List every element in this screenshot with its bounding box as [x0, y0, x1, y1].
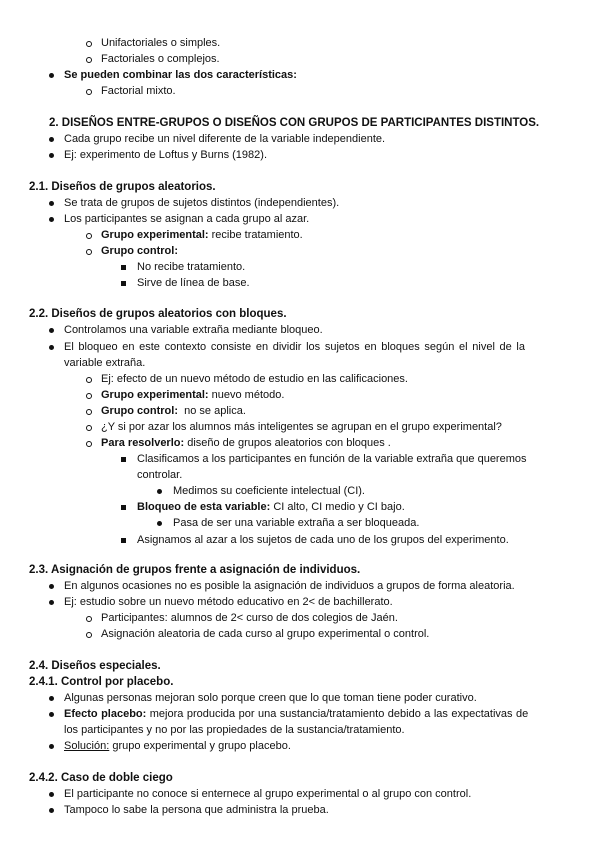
list-item: ¿Y si por azar los alumnos más inteligentes se agrupan en el grupo experimental? — [101, 421, 502, 433]
square-bullet-icon — [121, 457, 126, 462]
circle-bullet-icon — [86, 616, 92, 622]
list-item: Unifactoriales o simples. — [101, 37, 221, 49]
list-item: Factoriales o complejos. — [101, 53, 220, 65]
disc-bullet-icon — [49, 600, 54, 605]
list-item: Asignación aleatoria de cada curso al grupo experimental o control. — [101, 628, 430, 640]
list-item: Algunas personas mejoran solo porque creen que lo que toman tiene poder curativo. — [64, 692, 477, 704]
list-item: El bloqueo en este contexto consiste en dividir los sujetos en bloques según el nivel de la — [64, 341, 525, 353]
list-item: Cada grupo recibe un nivel diferente de la variable independiente. — [64, 133, 386, 145]
disc-bullet-icon — [157, 489, 162, 494]
circle-bullet-icon — [86, 377, 92, 383]
list-item — [137, 499, 405, 515]
list-item-continued: controlar. — [137, 469, 183, 481]
disc-bullet-icon — [49, 792, 54, 797]
circle-bullet-icon — [86, 409, 92, 415]
disc-bullet-icon — [49, 201, 54, 206]
list-item — [101, 387, 284, 403]
disc-bullet-icon — [49, 808, 54, 813]
section-heading-2-3: 2.3. Asignación de grupos frente a asignación de individuos. — [29, 564, 361, 576]
list-item-continued: los participantes y no por las propiedades de la sustancia/tratamiento. — [64, 724, 405, 736]
list-item — [101, 435, 391, 451]
term-text: recibe tratamiento. — [208, 229, 303, 241]
list-item: Ej: experimento de Loftus y Burns (1982). — [64, 149, 267, 161]
list-item: Medimos su coeficiente intelectual (CI). — [173, 485, 365, 497]
list-item: El participante no conoce si enternece al grupo experimental o al grupo con control. — [64, 788, 472, 800]
square-bullet-icon — [121, 538, 126, 543]
list-item: Grupo control: — [101, 245, 178, 257]
list-item: Clasificamos a los participantes en función de la variable extraña que queremos — [137, 453, 527, 465]
section-heading-2: 2. DISEÑOS ENTRE-GRUPOS O DISEÑOS CON GRUPOS DE PARTICIPANTES DISTINTOS. — [49, 117, 540, 129]
list-item — [101, 403, 246, 419]
list-item: No recibe tratamiento. — [137, 261, 246, 273]
term-text: no se aplica. — [178, 405, 246, 417]
list-item — [101, 227, 303, 243]
disc-bullet-icon — [157, 521, 162, 526]
disc-bullet-icon — [49, 744, 54, 749]
list-item: Asignamos al azar a los sujetos de cada uno de los grupos del experimento. — [137, 534, 509, 546]
section-heading-2-4-2: 2.4.2. Caso de doble ciego — [29, 772, 173, 784]
term-label: Grupo control: — [101, 405, 178, 417]
term-text: grupo experimental y grupo placebo. — [109, 740, 291, 752]
section-heading-2-4: 2.4. Diseños especiales. — [29, 660, 161, 672]
list-item: Ej: estudio sobre un nuevo método educativo en 2< de bachillerato. — [64, 596, 393, 608]
square-bullet-icon — [121, 505, 126, 510]
term-text: nuevo método. — [208, 389, 285, 401]
list-item: Factorial mixto. — [101, 85, 176, 97]
disc-bullet-icon — [49, 584, 54, 589]
term-text: CI alto, CI medio y CI bajo. — [270, 501, 405, 513]
circle-bullet-icon — [86, 441, 92, 447]
disc-bullet-icon — [49, 217, 54, 222]
list-item: En algunos ocasiones no es posible la asignación de individuos a grupos de forma aleatoria. — [64, 580, 515, 592]
term-label: Grupo experimental: — [101, 389, 209, 401]
term-text: diseño de grupos aleatorios con bloques . — [184, 437, 391, 449]
disc-bullet-icon — [49, 137, 54, 142]
circle-bullet-icon — [86, 89, 92, 95]
disc-bullet-icon — [49, 712, 54, 717]
list-item: Participantes: alumnos de 2< curso de dos colegios de Jaén. — [101, 612, 398, 624]
disc-bullet-icon — [49, 153, 54, 158]
disc-bullet-icon — [49, 328, 54, 333]
disc-bullet-icon — [49, 73, 54, 78]
list-item: Se pueden combinar las dos características: — [64, 69, 297, 81]
term-label: Bloqueo de esta variable: — [137, 501, 271, 513]
section-heading-2-2: 2.2. Diseños de grupos aleatorios con bloques. — [29, 308, 287, 320]
list-item — [64, 706, 528, 722]
section-heading-2-1: 2.1. Diseños de grupos aleatorios. — [29, 181, 216, 193]
square-bullet-icon — [121, 265, 126, 270]
circle-bullet-icon — [86, 425, 92, 431]
list-item: Los participantes se asignan a cada grupo al azar. — [64, 213, 310, 225]
circle-bullet-icon — [86, 393, 92, 399]
term-label: Grupo experimental: — [101, 229, 209, 241]
list-item: Controlamos una variable extraña mediante bloqueo. — [64, 324, 323, 336]
list-item: Sirve de línea de base. — [137, 277, 250, 289]
term-label: Para resolverlo: — [101, 437, 185, 449]
circle-bullet-icon — [86, 41, 92, 47]
list-item: Tampoco lo sabe la persona que administra la prueba. — [64, 804, 329, 816]
list-item-continued: variable extraña. — [64, 357, 146, 369]
square-bullet-icon — [121, 281, 126, 286]
list-item: Ej: efecto de un nuevo método de estudio en las calificaciones. — [101, 373, 408, 385]
disc-bullet-icon — [49, 345, 54, 350]
disc-bullet-icon — [49, 696, 54, 701]
circle-bullet-icon — [86, 632, 92, 638]
term-label: Efecto placebo: — [64, 708, 147, 720]
list-item — [64, 738, 291, 754]
term-text: mejora producida por una sustancia/tratamiento debido a las expectativas de — [146, 708, 529, 720]
solution-label: Solución: — [64, 740, 110, 752]
circle-bullet-icon — [86, 233, 92, 239]
circle-bullet-icon — [86, 57, 92, 63]
list-item: Pasa de ser una variable extraña a ser bloqueada. — [173, 517, 420, 529]
list-item: Se trata de grupos de sujetos distintos (independientes). — [64, 197, 340, 209]
section-heading-2-4-1: 2.4.1. Control por placebo. — [29, 676, 174, 688]
circle-bullet-icon — [86, 249, 92, 255]
